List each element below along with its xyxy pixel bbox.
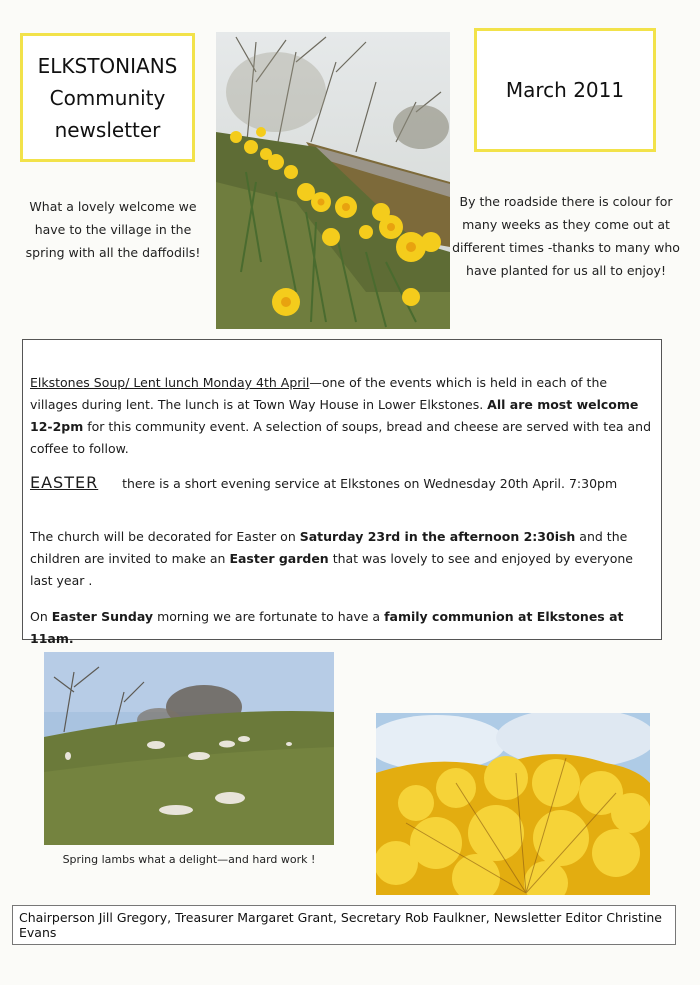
easter-sunday-paragraph <box>30 606 653 650</box>
easter-garden: Easter garden <box>229 551 329 566</box>
caption-left-line-3: spring with all the daffodils! <box>25 245 201 260</box>
soup-lunch-heading: Elkstones Soup/ Lent lunch Monday 4th April <box>30 375 310 390</box>
forsythia-photo <box>376 713 650 895</box>
church-decoration-paragraph <box>30 526 653 592</box>
events-box <box>22 339 662 646</box>
church-text-3: that was lovely to see and enjoyed by everyone last year . <box>30 551 633 588</box>
church-text-2: and the children are invited to make an <box>30 529 628 566</box>
daffodils-caption-left <box>18 195 208 264</box>
sunday-text-2: morning we are fortunate to have a <box>153 609 385 624</box>
family-communion: family communion at Elkstones at 11am. <box>30 609 624 646</box>
church-text-1: The church will be decorated for Easter on <box>30 529 300 544</box>
church-date: Saturday 23rd in the afternoon 2:30ish <box>299 529 576 544</box>
newsletter-title-box <box>20 33 195 162</box>
roadside-caption-right <box>452 190 680 282</box>
committee-members: Chairperson Jill Gregory, Treasurer Margaret Grant, Secretary Rob Faulkner, Newsletter Editor Christine Evans <box>19 910 662 940</box>
caption-right-line-2: many weeks as they come out at <box>462 217 670 232</box>
easter-paragraph <box>30 472 653 495</box>
daffodils-photo <box>216 32 450 329</box>
caption-right-line-1: By the roadside there is colour for <box>459 194 673 209</box>
easter-sunday: Easter Sunday <box>51 609 154 624</box>
sunday-text-1: On <box>30 609 52 624</box>
lambs-photo <box>44 652 334 845</box>
caption-right-line-3: different times -thanks to many who <box>452 240 680 255</box>
title-line-3: newsletter <box>54 117 161 142</box>
soup-welcome-time: All are most welcome 12-2pm <box>30 397 639 434</box>
issue-date: March 2011 <box>505 78 625 102</box>
soup-lunch-paragraph <box>30 372 653 460</box>
date-box <box>474 28 656 152</box>
easter-heading: EASTER <box>30 473 99 492</box>
caption-left-line-2: have to the village in the <box>34 222 192 237</box>
lambs-caption: Spring lambs what a delight—and hard work ! <box>62 853 316 866</box>
caption-right-line-4: have planted for us all to enjoy! <box>466 263 666 278</box>
title-line-2: Community <box>49 85 166 110</box>
caption-left-line-1: What a lovely welcome we <box>29 199 197 214</box>
soup-text-1: —one of the events which is held in each of the villages during lent. The lunch is at Town Way House in Lower Elkstones. <box>30 375 608 412</box>
soup-text-2: for this community event. A selection of soups, bread and cheese are served with tea and coffee to follow. <box>30 419 652 456</box>
committee-footer <box>12 905 676 945</box>
title-line-1: ELKSTONIANS <box>37 53 178 78</box>
easter-service-text: there is a short evening service at Elkstones on Wednesday 20th April. 7:30pm <box>122 476 618 491</box>
